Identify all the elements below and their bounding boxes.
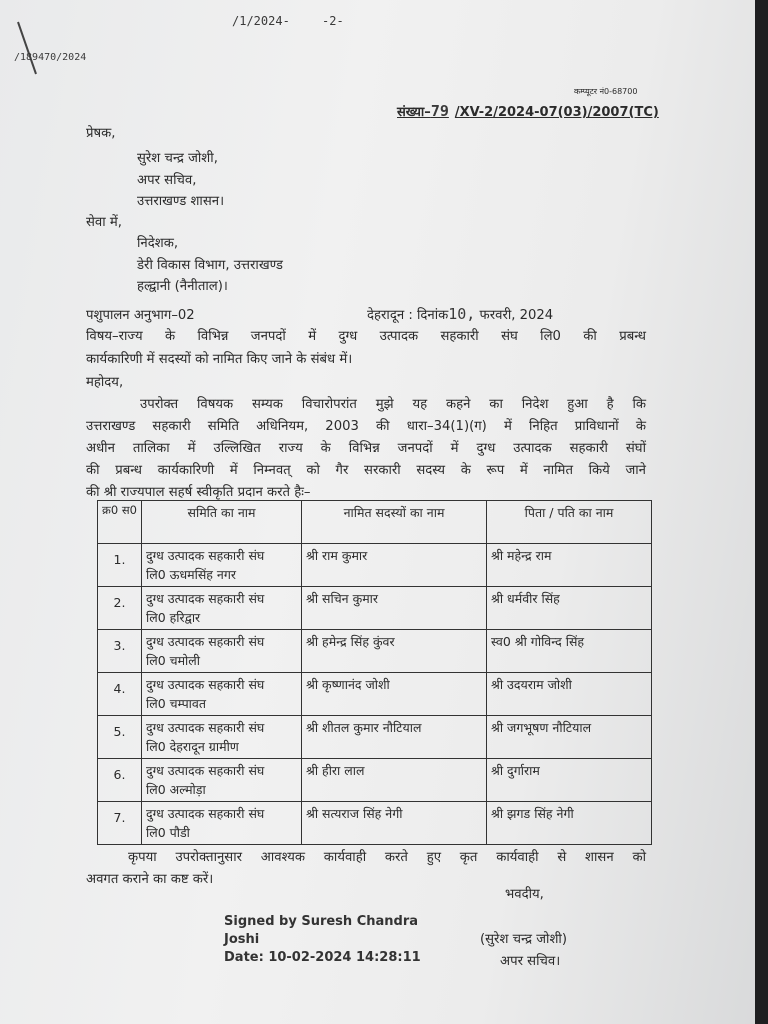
row-father: श्री दुर्गाराम (487, 759, 652, 802)
row-father: स्व0 श्री गोविन्द सिंह (487, 630, 652, 673)
col-header-committee: समिति का नाम (142, 501, 302, 544)
date-line (367, 305, 553, 323)
committee-line-2: लि0 चम्पावत (146, 696, 206, 711)
table-row (98, 802, 652, 845)
row-serial: 4. (98, 673, 142, 716)
committee-line-2: लि0 पौडी (146, 825, 190, 840)
committee-line-2: लि0 हरिद्वार (146, 610, 201, 625)
row-member: श्री राम कुमार (302, 544, 487, 587)
table-row (98, 544, 652, 587)
body-line-3: अधीन तालिका में उल्लिखित राज्य के विभिन्न जनपदों में दुग्ध उत्पादक सहकारी संघों (86, 441, 646, 456)
row-father: श्री झगड सिंह नेगी (487, 802, 652, 845)
col-header-father: पिता / पति का नाम (487, 501, 652, 544)
subject-line-2: कार्यकारिणी में सदस्यों को नामित किए जाने के संबंध में। (86, 352, 353, 367)
committee-line-1: दुग्ध उत्पादक सहकारी संघ (146, 634, 265, 649)
committee-line-1: दुग्ध उत्पादक सहकारी संघ (146, 806, 265, 821)
recipient-label: सेवा में, (86, 215, 122, 230)
committee-line-1: दुग्ध उत्पादक सहकारी संघ (146, 720, 265, 735)
digital-signature-block (224, 913, 421, 967)
row-serial: 7. (98, 802, 142, 845)
row-father: श्री जगभूषण नौटियाल (487, 716, 652, 759)
sankhya-label: संख्या– (397, 105, 431, 120)
recipient-title: निदेशक, (137, 236, 179, 251)
col-header-member: नामित सदस्यों का नाम (302, 501, 487, 544)
sender-designation: अपर सचिव, (137, 173, 197, 188)
committee-line-1: दुग्ध उत्पादक सहकारी संघ (146, 677, 265, 692)
reference-line (397, 102, 659, 120)
committee-line-2: लि0 ऊधमसिंह नगर (146, 567, 236, 582)
committee-line-1: दुग्ध उत्पादक सहकारी संघ (146, 548, 265, 563)
date-rest: फरवरी, 2024 (479, 308, 554, 323)
row-member: श्री सचिन कुमार (302, 587, 487, 630)
left-reference: /189470/2024 (14, 52, 87, 63)
committee-line-2: लि0 अल्मोड़ा (146, 782, 206, 797)
recipient-place: हल्द्वानी (नैनीताल)। (137, 279, 228, 294)
row-committee (142, 716, 302, 759)
row-committee (142, 630, 302, 673)
closing-line-1: कृपया उपरोक्तानुसार आवश्यक कार्यवाही करते हुए कृत कार्यवाही से शासन को (128, 850, 646, 865)
committee-line-1: दुग्ध उत्पादक सहकारी संघ (146, 763, 265, 778)
row-serial: 1. (98, 544, 142, 587)
top-number: /1/2024- (232, 14, 290, 28)
row-serial: 6. (98, 759, 142, 802)
signature-date: Date: 10-02-2024 14:28:11 (224, 950, 421, 965)
row-member: श्री हमेन्द्र सिंह कुंवर (302, 630, 487, 673)
row-member: श्री सत्यराज सिंह नेगी (302, 802, 487, 845)
table-row (98, 673, 652, 716)
row-member: श्री कृष्णानंद जोशी (302, 673, 487, 716)
signature-line-2: Joshi (224, 932, 260, 947)
committee-line-2: लि0 देहरादून ग्रामीण (146, 739, 239, 754)
col-header-serial: क्र0 स0 (98, 501, 142, 544)
page-edge-shadow (755, 0, 768, 1024)
row-father: श्री धर्मवीर सिंह (487, 587, 652, 630)
body-line-1: उपरोक्त विषयक सम्यक विचारोपरांत मुझे यह कहने का निदेश हुआ है कि (140, 397, 646, 412)
row-member: श्री हीरा लाल (302, 759, 487, 802)
committee-line-1: दुग्ध उत्पादक सहकारी संघ (146, 591, 265, 606)
hand-mark-icon (14, 20, 44, 78)
table-row (98, 716, 652, 759)
date-prefix: देहरादून : दिनांक (367, 308, 449, 323)
sender-office: उत्तराखण्ड शासन। (137, 194, 225, 209)
table-row (98, 759, 652, 802)
row-committee (142, 802, 302, 845)
sender-label: प्रेषक, (86, 126, 116, 141)
closing-regards: भवदीय, (505, 887, 544, 902)
page-marker: -2- (322, 14, 344, 28)
signatory-designation: अपर सचिव। (500, 954, 561, 969)
sender-name: सुरेश चन्द्र जोशी, (137, 151, 218, 166)
row-serial: 3. (98, 630, 142, 673)
computer-number: कम्प्यूटर नं0-68700 (574, 87, 638, 96)
sankhya-ref: /XV-2/2024-07(03)/2007(TC) (454, 105, 659, 120)
table-row (98, 630, 652, 673)
signatory-name: (सुरेश चन्द्र जोशी) (480, 932, 567, 947)
table-header-row (98, 501, 652, 544)
row-father: श्री उदयराम जोशी (487, 673, 652, 716)
subject-line-1: विषय–राज्य के विभिन्न जनपदों में दुग्ध उत्पादक सहकारी संघ लि0 की प्रबन्ध (86, 329, 646, 344)
row-father: श्री महेन्द्र राम (487, 544, 652, 587)
committee-line-2: लि0 चमोली (146, 653, 201, 668)
row-committee (142, 673, 302, 716)
row-committee (142, 544, 302, 587)
section-name: पशुपालन अनुभाग–02 (86, 308, 195, 323)
row-serial: 5. (98, 716, 142, 759)
row-serial: 2. (98, 587, 142, 630)
body-line-4: की प्रबन्ध कार्यकारिणी में निम्नवत् को गैर सरकारी सदस्य के रूप में नामित किये जाने (86, 463, 646, 478)
body-line-2: उत्तराखण्ड सहकारी समिति अधिनियम, 2003 की धारा–34(1)(ग) में निहित प्राविधानों के (86, 419, 646, 434)
date-day: 10, (448, 305, 476, 323)
table-row (98, 587, 652, 630)
row-member: श्री शीतल कुमार नौटियाल (302, 716, 487, 759)
salutation: महोदय, (86, 375, 124, 390)
row-committee (142, 587, 302, 630)
signature-line-1: Signed by Suresh Chandra (224, 914, 419, 929)
closing-line-2: अवगत कराने का कष्ट करें। (86, 872, 214, 887)
row-committee (142, 759, 302, 802)
body-line-5: की श्री राज्यपाल सहर्ष स्वीकृति प्रदान करते हैः– (86, 485, 311, 500)
nomination-table (97, 500, 652, 845)
recipient-department: डेरी विकास विभाग, उत्तराखण्ड (137, 258, 283, 273)
sankhya-number: 79 (430, 102, 449, 120)
